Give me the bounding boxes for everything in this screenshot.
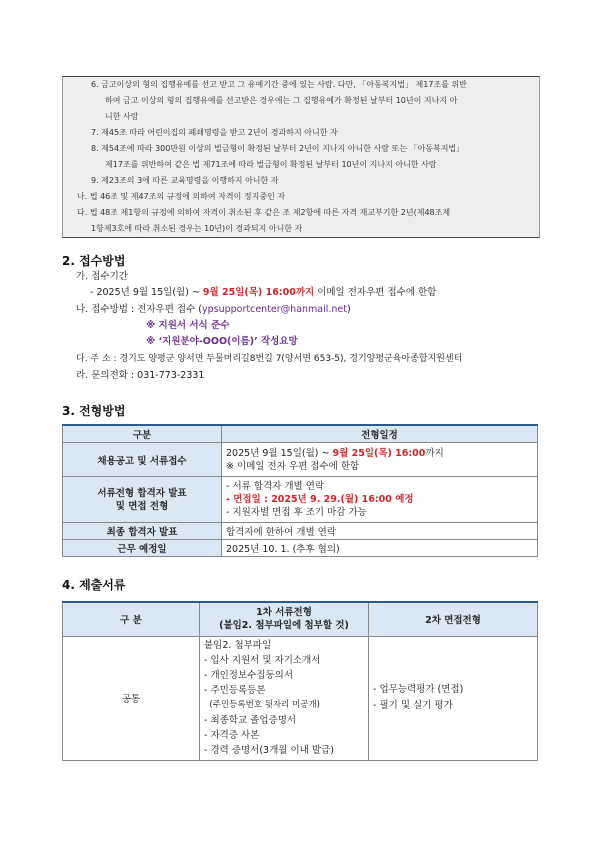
list-item: (주민등록번호 뒷자리 미공개) <box>204 700 320 710</box>
table-row <box>63 477 538 523</box>
period-start: - 2025년 9월 15일(월) ~ <box>90 287 203 298</box>
list-item: 붙임2. 첨부파일 <box>204 640 272 651</box>
table-row <box>63 540 538 557</box>
method-close: ) <box>347 304 351 315</box>
row-label: 근무 예정일 <box>63 540 222 557</box>
row-label <box>63 477 222 523</box>
period-note: 이메일 전자우편 접수에 한함 <box>314 287 437 298</box>
list-item: - 최종학교 졸업증명서 <box>204 715 297 726</box>
table-row <box>63 636 538 760</box>
table-row <box>63 523 538 540</box>
list-item: - 업무능력평가 (면접) <box>373 684 464 695</box>
note-filename: ※ ‘지원분야-OOO(이름)’ 작성요망 <box>146 336 298 347</box>
list-item: - 입사 지원서 및 자기소개서 <box>204 655 321 666</box>
selection-table <box>62 424 538 557</box>
table-header-first <box>200 602 369 636</box>
qual-line: 다. 법 48조 제1항의 규정에 의하여 자격이 취소된 후 같은 조 제2항에 따른 자격 재교부기한 2년(제48조제 <box>77 208 451 217</box>
qual-line: 9. 제23조의 3에 따른 교육명령을 이행하지 아니한 자 <box>91 176 279 185</box>
section-title-application: 2. 접수방법 <box>62 254 126 268</box>
section-title-documents: 4. 제출서류 <box>62 578 126 592</box>
section-title-selection: 3. 전형방법 <box>62 404 126 418</box>
schedule-deadline: 9월 25일(목) 16:00 <box>332 447 426 459</box>
schedule-suffix: 까지 <box>425 447 444 459</box>
row-label: 채용공고 및 서류접수 <box>63 443 222 477</box>
note-form: ※ 지원서 서식 준수 <box>146 320 230 331</box>
row-value: 2025년 10. 1. (추후 협의) <box>222 540 538 557</box>
result-contact: - 서류 합격자 개별 연락 <box>226 481 325 492</box>
list-item: - 자격증 사본 <box>204 730 260 741</box>
address-line: 다. 주 소 : 경기도 양평군 양서면 두물머리길8번길 7(양서면 653-5), 경기양평군육아종합지원센터 <box>76 354 463 364</box>
document-list <box>200 636 369 760</box>
table-header-category: 구분 <box>63 425 222 443</box>
interview-list <box>369 636 538 760</box>
list-item: - 경력 증명서(3개월 이내 발급) <box>204 745 334 756</box>
row-label-b: 및 면접 전형 <box>115 500 169 512</box>
list-item: - 필기 및 실기 평가 <box>373 700 453 711</box>
schedule-start: 2025년 9월 15일(월) ~ <box>226 447 333 459</box>
qual-line: 제17조를 위반하여 같은 법 제71조에 따라 벌금형이 확정된 날부터 10년이 지나지 아니한 사람 <box>105 160 437 169</box>
table-header-schedule: 전형일정 <box>222 425 538 443</box>
period-deadline: 9월 25일(목) 16:00까지 <box>202 287 315 298</box>
documents-table <box>62 601 538 761</box>
qual-line: 7. 제45조 따라 어린이집의 폐쇄명령을 받고 2년이 경과하지 아니한 자 <box>91 128 338 137</box>
disqualification-box <box>62 76 540 238</box>
qual-line: 8. 제54조에 따라 300만원 이상의 벌금형이 확정된 날부터 2년이 지나지 아니한 사람 또는 「아동복지법」 <box>91 144 465 153</box>
method-label: 나. 접수방법 : 전자우편 접수 ( <box>76 304 202 315</box>
row-label: 최종 합격자 발표 <box>63 523 222 540</box>
qual-line: 1항제3호에 따라 취소된 경우는 10년)이 경과되지 아니한 자 <box>91 224 303 233</box>
phone-line: 라. 문의전화 : 031-773-2331 <box>76 370 205 381</box>
row-value <box>222 477 538 523</box>
method-line <box>76 304 351 316</box>
qual-line: 하여 금고 이상의 형의 집행유예를 선고받은 경우에는 그 집행유예가 확정된 날부터 10년이 지나지 아 <box>105 96 458 105</box>
row-label: 공통 <box>63 636 200 760</box>
early-close-note: - 지원자별 면접 후 조기 마감 가능 <box>226 507 367 518</box>
table-header-category: 구 분 <box>63 602 200 636</box>
row-value: 합격자에 한하여 개별 연락 <box>222 523 538 540</box>
schedule-note: ※ 이메일 전자 우편 접수에 한함 <box>226 460 360 472</box>
first-stage-title: 1차 서류전형 <box>256 607 312 619</box>
table-row <box>63 443 538 477</box>
row-label-a: 서류전형 합격자 발표 <box>97 487 187 499</box>
interview-date: - 면접일 : 2025년 9. 29.(월) 16:00 예정 <box>226 494 414 505</box>
period-label: 가. 접수기간 <box>76 271 128 282</box>
first-stage-note: (붙임2. 첨부파일에 첨부할 것) <box>219 620 349 632</box>
row-value <box>222 443 538 477</box>
qual-line: 6. 금고이상의 형의 집행유예를 선고 받고 그 유예기간 중에 있는 사람. 다만, 「아동복지법」 제17조를 위반 <box>91 80 467 89</box>
qual-line: 나. 법 46조 및 제47조의 규정에 의하여 자격이 정지중인 자 <box>77 192 286 201</box>
email-link[interactable]: ypsupportcenter@hanmail.net <box>201 304 348 315</box>
qual-line: 니한 사람 <box>105 112 139 121</box>
list-item: - 주민등록등본 <box>204 685 266 696</box>
list-item: - 개인정보수집동의서 <box>204 670 294 681</box>
table-header-second: 2차 면접전형 <box>369 602 538 636</box>
period-line <box>90 287 436 299</box>
